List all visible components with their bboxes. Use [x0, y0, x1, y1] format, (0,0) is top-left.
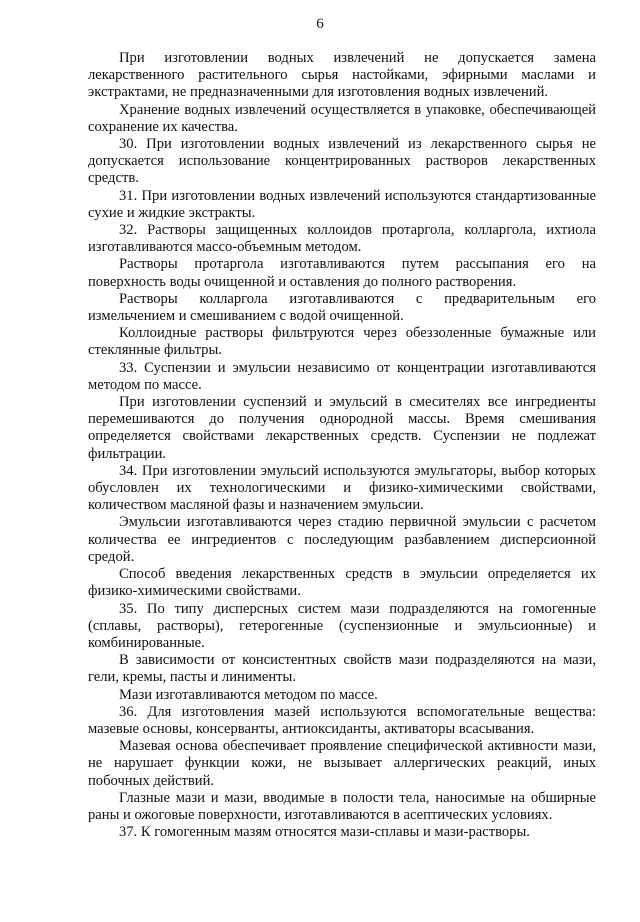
paragraph: Растворы колларгола изготавливаются с предварительным его измельчением и смешиванием с водой очищенной. [88, 290, 596, 325]
paragraph: 31. При изготовлении водных извлечений используются стандартизованные сухие и жидкие экстракты. [88, 187, 596, 221]
paragraph: Способ введения лекарственных средств в эмульсии определяется их физико-химическими свойствами. [88, 566, 596, 600]
paragraph: 32. Растворы защищенных коллоидов протаргола, колларгола, ихтиола изготавливаются массо-объемным методом. [88, 222, 596, 256]
paragraph: 35. По типу дисперсных систем мази подразделяются на гомогенные (сплавы, растворы), гетерогенные (суспензионные и эмульсионные) и комбинированные. [88, 600, 596, 651]
paragraph: 36. Для изготовления мазей используются вспомогательные вещества: мазевые основы, консерванты, антиоксиданты, активаторы всасывания. [88, 703, 596, 737]
paragraph: 37. К гомогенным мазям относятся мази-сплавы и мази-растворы. [119, 824, 530, 841]
paragraph: Растворы протаргола изготавливаются путем рассыпания его на поверхность воды очищенной и оставления до полного растворения. [88, 256, 596, 290]
paragraph: В зависимости от консистентных свойств мази подразделяются на мази, гели, кремы, пасты и линименты. [88, 652, 596, 686]
paragraph: При изготовлении суспензий и эмульсий в смесителях все ингредиенты перемешиваются до получения однородной массы. Время смешивания определяется свойствами лекарственных средств. Суспензии не подлежат фильтрации. [88, 394, 596, 462]
paragraph: 34. При изготовлении эмульсий используются эмульгаторы, выбор которых обусловлен их технологическими и физико-химическими свойствами, количеством масляной фазы и назначением эмульсии. [88, 462, 596, 514]
document-body [88, 50, 596, 841]
paragraph: Эмульсии изготавливаются через стадию первичной эмульсии с расчетом количества ее ингредиентов с последующим разбавлением дисперсионной средой. [88, 514, 596, 565]
paragraph: Мази изготавливаются методом по массе. [119, 686, 378, 703]
paragraph: 30. При изготовлении водных извлечений из лекарственного сырья не допускается использование концентрированных растворов лекарственных средств. [88, 136, 596, 187]
paragraph: Коллоидные растворы фильтруются через обеззоленные бумажные или стеклянные фильтры. [88, 325, 596, 359]
page-number: 6 [316, 16, 324, 32]
paragraph: При изготовлении водных извлечений не допускается замена лекарственного растительного сырья настойками, эфирными маслами и экстрактами, не предназначенными для изготовления водных извлечений. [88, 50, 596, 101]
paragraph: Хранение водных извлечений осуществляется в упаковке, обеспечивающей сохранение их качества. [88, 101, 596, 135]
paragraph: 33. Суспензии и эмульсии независимо от концентрации изготавливаются методом по массе. [88, 359, 596, 393]
paragraph: Мазевая основа обеспечивает проявление специфической активности мази, не нарушает функции кожи, не вызывает аллергических реакций, иных побочных действий. [88, 738, 596, 789]
paragraph: Глазные мази и мази, вводимые в полости тела, наносимые на обширные раны и ожоговые поверхности, изготавливаются в асептических условиях. [88, 789, 596, 823]
